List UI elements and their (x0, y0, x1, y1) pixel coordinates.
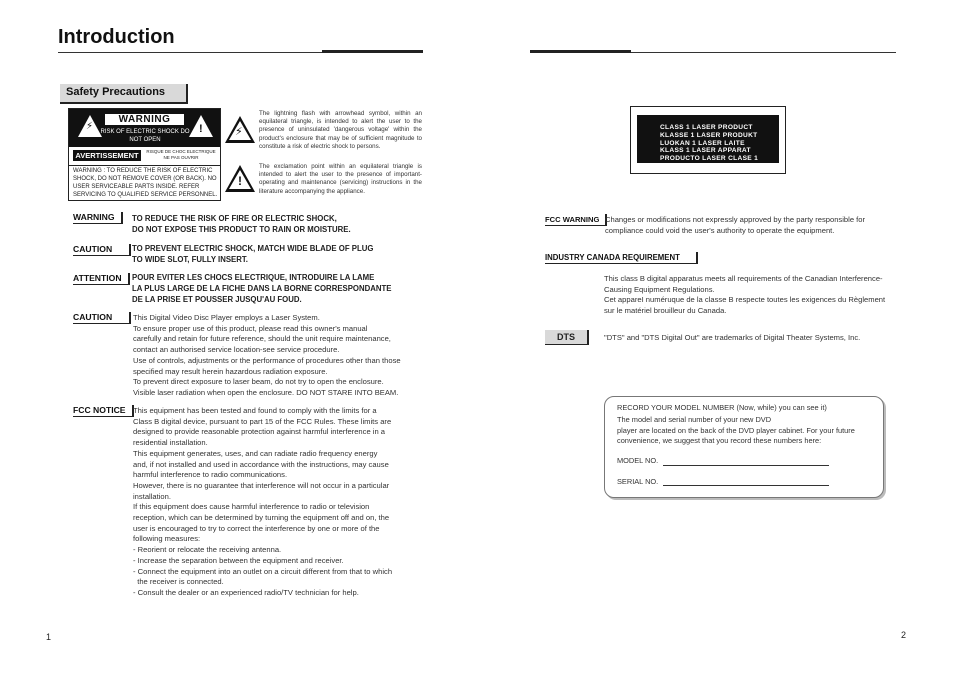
fcc-notice-line: This equipment generates, uses, and can radiate radio frequency energy (133, 448, 378, 458)
industry-canada-label-tag: INDUSTRY CANADA REQUIREMENT (545, 252, 698, 264)
warning-text (132, 214, 351, 236)
warning-label-tag: WARNING (73, 212, 123, 224)
laser-class-label (630, 106, 786, 174)
caution-laser-line: To prevent direct exposure to laser beam, do not try to open the enclosure. (133, 377, 384, 387)
record-title: RECORD YOUR MODEL NUMBER (Now, while) you can see it) (617, 403, 827, 412)
caution-laser-line: contact an authorised service location-see service procedure. (133, 345, 340, 355)
fcc-notice-line: If this equipment does cause harmful interference to radio or television (133, 502, 370, 512)
fcc-notice-line: This equipment has been tested and found to comply with the limits for a (133, 406, 377, 415)
section-title: Safety Precautions (66, 86, 166, 98)
dts-text: "DTS" and "DTS Digital Out" are trademarks of Digital Theater Systems, Inc. (604, 333, 861, 342)
attention-line: POUR EVITER LES CHOCS ELECTRIQUE, INTRODUIRE LA LAME (132, 273, 375, 282)
record-line: player are located on the back of the DVD player cabinet. For your future (617, 426, 855, 435)
fcc-warning-line: compliance could void the user's authority to operate the equipment. (605, 225, 835, 235)
warning-box-text: WARNING : TO REDUCE THE RISK OF ELECTRIC SHOCK, DO NOT REMOVE COVER (OR BACK). NO USER SERVICEABLE PARTS INSIDE. REFER SERVICING TO QUALIFIED SERVICE PERSONNEL. (73, 168, 218, 198)
fcc-warning-text (605, 215, 905, 236)
caution-line: TO WIDE SLOT, FULLY INSERT. (132, 254, 248, 264)
caution-laser-line: specified may result herein hazardous radiation exposure. (133, 366, 328, 376)
fcc-notice-line: harmful interference to radio communications. (133, 470, 288, 480)
industry-canada-text (604, 274, 904, 317)
section-heading (60, 84, 188, 104)
fcc-notice-line: Class B digital device, pursuant to part 15 of the FCC Rules. These limits are (133, 416, 392, 426)
caution-laser-label-tag: CAUTION (73, 312, 131, 324)
lightning-explanation: The lightning flash with arrowhead symbol, within an equilateral triangle, is intended to alert the user to the presence of uninsulated 'dangerous voltage' within the product's enclosure that may be of sufficient magnitude to constitute a risk of electric shock to persons. (259, 110, 422, 150)
fcc-notice-line: reception, which can be determined by turning the equipment off and on, the (133, 513, 390, 523)
warning-label-box (68, 108, 221, 201)
fcc-notice-label-tag: FCC NOTICE (73, 405, 134, 417)
fcc-notice-line: - Reorient or relocate the receiving antenna. (133, 545, 282, 555)
record-line: convenience, we suggest that you record these numbers here: (617, 436, 822, 445)
industry-canada-line: This class B digital apparatus meets all requirements of the Canadian Interference- (604, 274, 883, 283)
fcc-notice-line: However, there is no guarantee that interference will not occur in a particular (133, 480, 390, 490)
caution-laser-line: To ensure proper use of this product, please read this owner's manual (133, 323, 368, 333)
fcc-notice-line: residential installation. (133, 438, 208, 448)
record-line: The model and serial number of your new DVD (617, 415, 772, 424)
page-title: Introduction (58, 26, 175, 48)
page-number-right: 2 (901, 630, 907, 640)
industry-canada-line: Cet appareI numéruque de la classe B respecte toutes les exigences du Règlement (604, 295, 886, 305)
exclamation-explanation: The exclamation point within an equilateral triangle is intended to alert the user to the presence of important-operating and maintenance (servicing) instructions in the literature accompanying the appliance. (259, 163, 422, 195)
laser-label-line: LUOKAN 1 LASER LAITE (660, 139, 745, 147)
caution-line: TO PREVENT ELECTRIC SHOCK, MATCH WIDE BLADE OF PLUG (132, 244, 374, 253)
warning-box-header (69, 109, 220, 147)
laser-label-line: KLASSE 1 LASER PRODUKT (660, 131, 758, 139)
risque-text: RISQUE DE CHOC ELECTRIQUE NE PAS OUVRIR (146, 149, 216, 160)
serial-number-line (663, 485, 829, 486)
warning-label: WARNING (105, 114, 184, 125)
attention-label-tag: ATTENTION (73, 273, 130, 285)
fcc-notice-line: following measures: (133, 534, 201, 544)
lightning-symbol-icon: ⚡ (225, 116, 255, 143)
model-number-line (663, 465, 829, 466)
dts-label-tag: DTS (545, 330, 589, 345)
fcc-notice-line: - Increase the separation between the equipment and receiver. (133, 555, 344, 565)
laser-label-line: PRODUCTO LASER CLASE 1 (660, 155, 759, 163)
caution-laser-line: Visible laser radiation when open the enclosure. DO NOT STARE INTO BEAM. (133, 387, 399, 397)
caution-label-tag: CAUTION (73, 244, 131, 256)
fcc-notice-line: installation. (133, 491, 171, 501)
warning-line: DO NOT EXPOSE THIS PRODUCT TO RAIN OR MOISTURE. (132, 224, 351, 234)
fcc-warning-label-tag: FCC WARNING (545, 214, 607, 226)
laser-label-line: KLASS 1 LASER APPARAT (660, 147, 751, 155)
exclamation-triangle-icon: ! (189, 115, 213, 137)
fcc-notice-line: and, if not installed and used in accordance with the instructions, may cause (133, 459, 389, 469)
avertissement-label: AVERTISSEMENT (73, 150, 141, 161)
caution-laser-line: carefully and retain for future reference, should the unit require maintenance, (133, 334, 391, 344)
warning-box-middle (69, 147, 220, 166)
fcc-notice-line: the receiver is connected. (133, 577, 224, 587)
page-number-left: 1 (46, 632, 52, 642)
fcc-warning-line: Changes or modifications not expressly approved by the party responsible for (605, 215, 866, 224)
header-rule-right-accent (530, 50, 631, 53)
caution-laser-line: This Digital Video Disc Player employs a Laser System. (133, 313, 320, 322)
industry-canada-line: Causing Equipment Regulations. (604, 284, 715, 294)
lightning-triangle-icon: ⚡ (78, 115, 102, 137)
exclamation-symbol-icon: ! (225, 165, 255, 192)
fcc-notice-line: designed to provide reasonable protection against harmful interference in a (133, 427, 386, 437)
caution-plug-text (132, 244, 373, 266)
industry-canada-line: sur le matériel brouilleur du Canada. (604, 306, 727, 316)
risk-text: RISK OF ELECTRIC SHOCK DO NOT OPEN (100, 129, 190, 143)
attention-line: DE LA PRISE ET POUSSER JUSQU'AU FOUD. (132, 294, 302, 304)
header-rule-left-accent (322, 50, 423, 53)
fcc-notice-line: - Connect the equipment into an outlet on a circuit different from that to which (133, 566, 393, 576)
fcc-notice-text (133, 406, 423, 599)
laser-label-line: CLASS 1 LASER PRODUCT (660, 124, 753, 131)
model-number-label: MODEL NO. (617, 456, 659, 465)
record-model-box (604, 396, 884, 498)
caution-laser-text (133, 313, 423, 399)
attention-line: LA PLUS LARGE DE LA FICHE DANS LA BORNE CORRESPONDANTE (132, 283, 392, 293)
fcc-notice-line: user is encouraged to try to correct the interference by one or more of the (133, 523, 380, 533)
fcc-notice-line: - Consult the dealer or an experienced radio/TV technician for help. (133, 587, 359, 597)
attention-text (132, 273, 391, 305)
serial-number-label: SERIAL NO. (617, 477, 659, 486)
laser-class-label-inner (637, 115, 779, 163)
caution-laser-line: Use of controls, adjustments or the performance of procedures other than those (133, 355, 401, 365)
warning-line: TO REDUCE THE RISK OF FIRE OR ELECTRIC SHOCK, (132, 214, 337, 223)
